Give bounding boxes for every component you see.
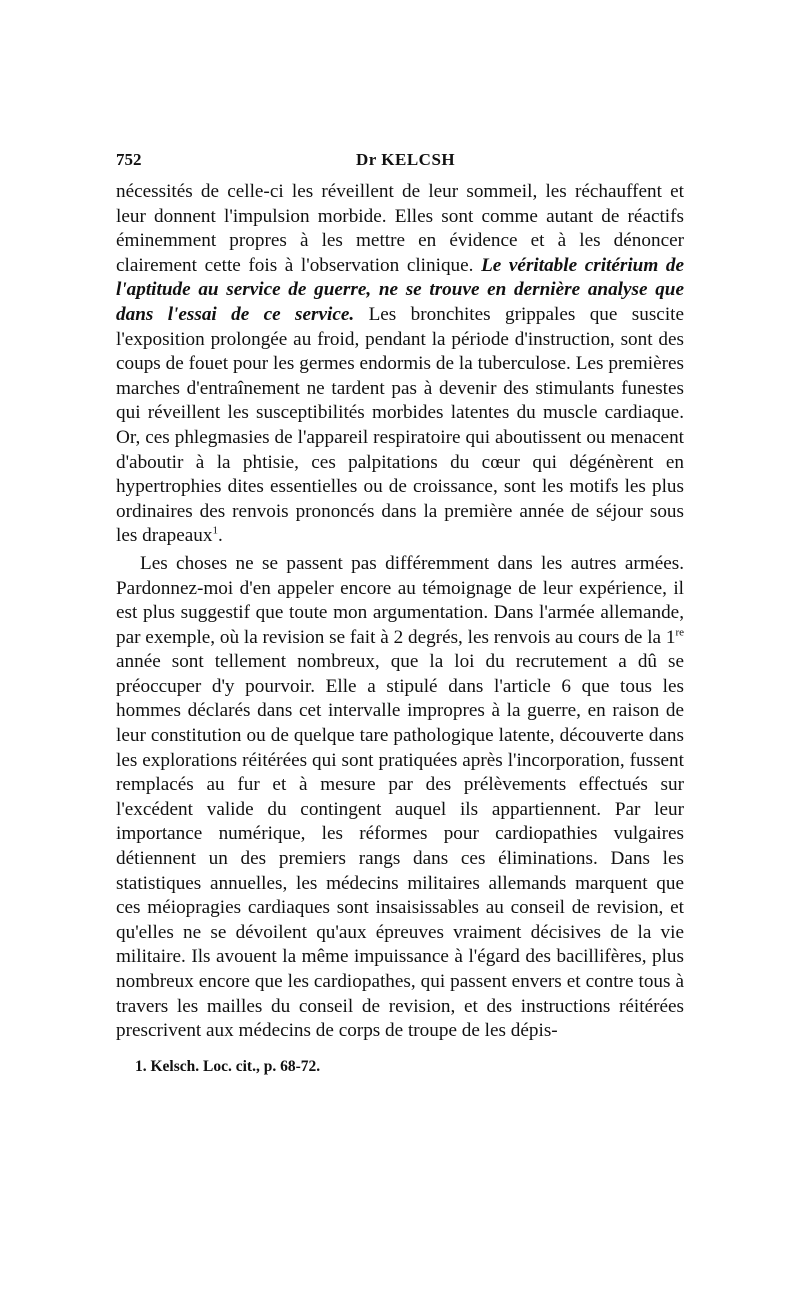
footnote: 1. Kelsch. Loc. cit., p. 68-72.: [135, 1057, 321, 1075]
paragraph: [116, 180, 684, 549]
page-header: [116, 150, 684, 180]
paragraph: [116, 552, 684, 1044]
paragraph-text: nécessités de celle-ci les réveillent de leur sommeil, les réchauffent et leur donnent l'impulsion morbide. Elles sont comme autant de réactifs éminemment propres à les mettre en évidence et à les dénoncer clairement cette fois à l'observation clinique.: [116, 181, 684, 276]
book-page: [116, 150, 684, 1077]
paragraph-text: année sont tellement nombreux, que la loi du recrutement a dû se préoccuper d'y pourvoir. Elle a stipulé dans l'article 6 que tous les hommes déclarés dans cet intervalle impropres à la guerre, en raison de leur constitution ou de quelque tare pathologique latente, découverte dans les explorations réitérées qui sont pratiquées après l'incorporation, fussent remplacés au fur et à mesure par des prélèvements effectués sur l'excédent valide du contingent auquel ils appartiennent. Par leur importance numérique, les réformes pour cardiopathies vulgaires détiennent un des premiers rangs dans ces éliminations. Dans les statistiques annuelles, les médecins militaires allemands marquent que ces méiopragies cardiaques sont insaisissables au conseil de revision, et qu'elles ne se dévoilent qu'aux épreuves vraiment décisives de la vie militaire. Ils avouent la même impuissance à l'égard des bacillifères, plus nombreux encore que les cardiopathes, qui passent envers et contre tous à travers les mailles du conseil de revision, et des instructions réitérées prescrivent aux médecins de corps de troupe de les dépis-: [116, 651, 684, 1042]
paragraph-punctuation: .: [217, 525, 223, 547]
footnote-reference[interactable]: 1: [212, 524, 218, 537]
paragraph-text: Les bronchites grippales que suscite l'exposition prolongée au froid, pendant la période d'instruction, sont des coups de fouet pour les germes endormis de la tuberculose. Les premières marches d'entraînement ne tardent pas à devenir des stimulants funestes qui réveillent les susceptibilités morbides latentes du muscle cardiaque. Or, ces phlegmasies de l'appareil respiratoire qui aboutissent ou menacent d'aboutir à la phtisie, ces palpitations du cœur qui dégénèrent en hypertrophies dites essentielles ou de croissance, sont les motifs les plus ordinaires des renvois prononcés dans la première année de séjour sous les drapeaux: [116, 303, 685, 547]
italic-emphasis: Le véritable critérium de l'aptitude au service de guerre, ne se trouve en dernière analyse que dans l'essai de ce service.: [116, 254, 684, 325]
ordinal-superscript: re: [675, 626, 684, 639]
running-head: Dr KELCSH: [356, 150, 456, 169]
page-number: 752: [116, 150, 142, 169]
paragraph-text: Les choses ne se passent pas différemment dans les autres armées. Pardonnez-moi d'en appeler encore au témoignage de leur expérience, il est plus suggestif que toute mon argumentation. Dans l'armée allemande, par exemple, où la revision se fait à 2 degrés, les renvois au cours de la 1: [116, 552, 684, 648]
